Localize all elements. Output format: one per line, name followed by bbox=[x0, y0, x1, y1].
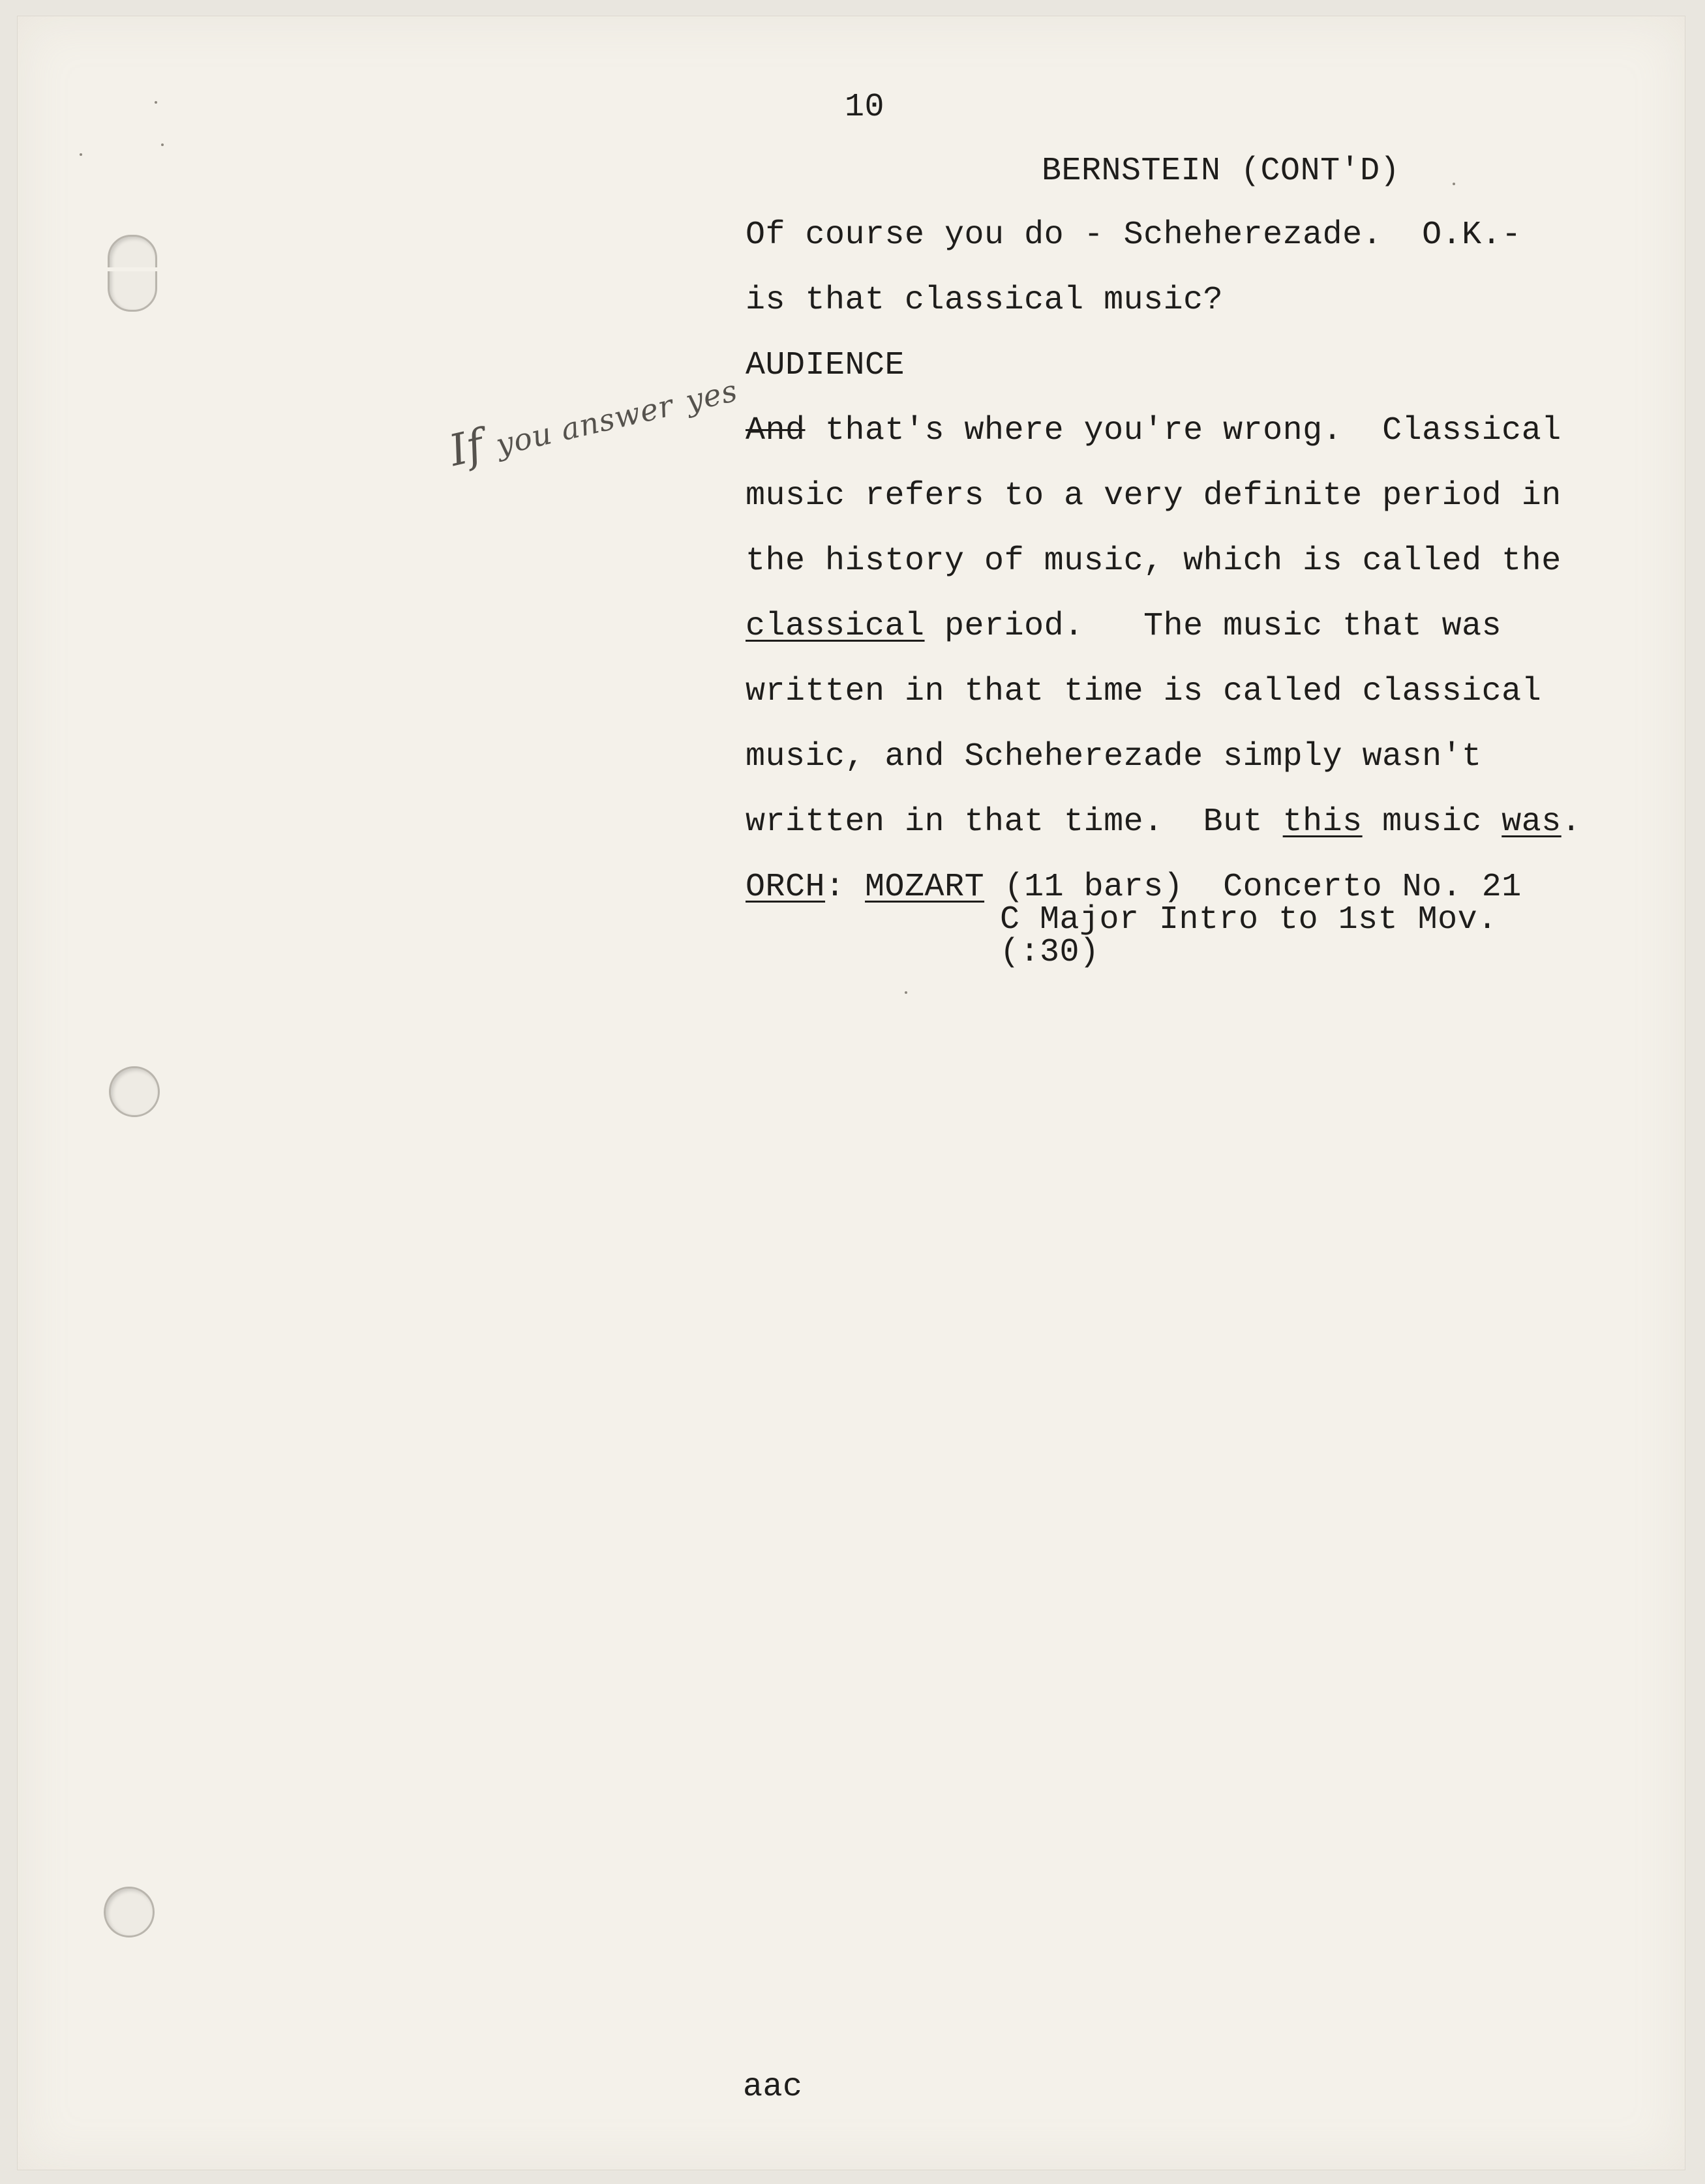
cue-composer: MOZART bbox=[865, 869, 985, 906]
paper-speck bbox=[905, 991, 907, 994]
line-text: period. The music that was bbox=[924, 608, 1502, 645]
line-text: . bbox=[1561, 803, 1582, 841]
handwritten-word: you answer bbox=[492, 387, 677, 463]
paper-speck bbox=[155, 101, 157, 104]
cue-colon: : bbox=[825, 869, 866, 906]
script-line: written in that time is called classical bbox=[746, 673, 1542, 710]
underlined-word: was bbox=[1501, 803, 1562, 841]
paper-speck bbox=[161, 143, 164, 146]
punch-hole-bottom bbox=[104, 1887, 155, 1937]
cue-orch-label: ORCH bbox=[746, 869, 826, 906]
punch-hole-top bbox=[108, 235, 157, 312]
script-line: music, and Scheherezade simply wasn't bbox=[746, 738, 1482, 775]
page-number: 10 bbox=[845, 89, 885, 126]
underlined-word: classical bbox=[746, 608, 925, 645]
script-line bbox=[746, 413, 1562, 449]
script-line: the history of music, which is called the bbox=[746, 543, 1562, 580]
struck-word: And bbox=[746, 412, 806, 449]
script-line: is that classical music? bbox=[746, 282, 1224, 319]
script-line bbox=[746, 608, 1501, 645]
audience-heading: AUDIENCE bbox=[746, 347, 905, 384]
line-text: written in that time. But bbox=[746, 803, 1283, 841]
line-text: music bbox=[1362, 803, 1502, 841]
speaker-heading: BERNSTEIN (CONT'D) bbox=[1042, 153, 1400, 190]
underlined-word: this bbox=[1282, 803, 1363, 841]
script-line: music refers to a very definite period in bbox=[746, 477, 1562, 515]
document-page bbox=[17, 16, 1685, 2170]
cue-details-line2: C Major Intro to 1st Mov. bbox=[1000, 901, 1498, 938]
handwritten-note bbox=[445, 361, 742, 476]
script-line: Of course you do - Scheherezade. O.K.- bbox=[746, 217, 1522, 254]
line-text: that's where you're wrong. Classical bbox=[805, 412, 1562, 449]
paper-speck bbox=[80, 153, 82, 156]
paper-speck bbox=[1453, 183, 1455, 185]
handwritten-word: yes bbox=[682, 372, 741, 419]
script-line bbox=[746, 804, 1581, 841]
punch-hole-middle bbox=[109, 1066, 160, 1117]
orchestra-cue bbox=[746, 869, 1522, 906]
footer-initials: aac bbox=[743, 2069, 803, 2106]
cue-details: (11 bars) Concerto No. 21 bbox=[984, 869, 1522, 906]
handwritten-word: If bbox=[444, 419, 489, 476]
cue-timing: (:30) bbox=[1000, 934, 1100, 971]
